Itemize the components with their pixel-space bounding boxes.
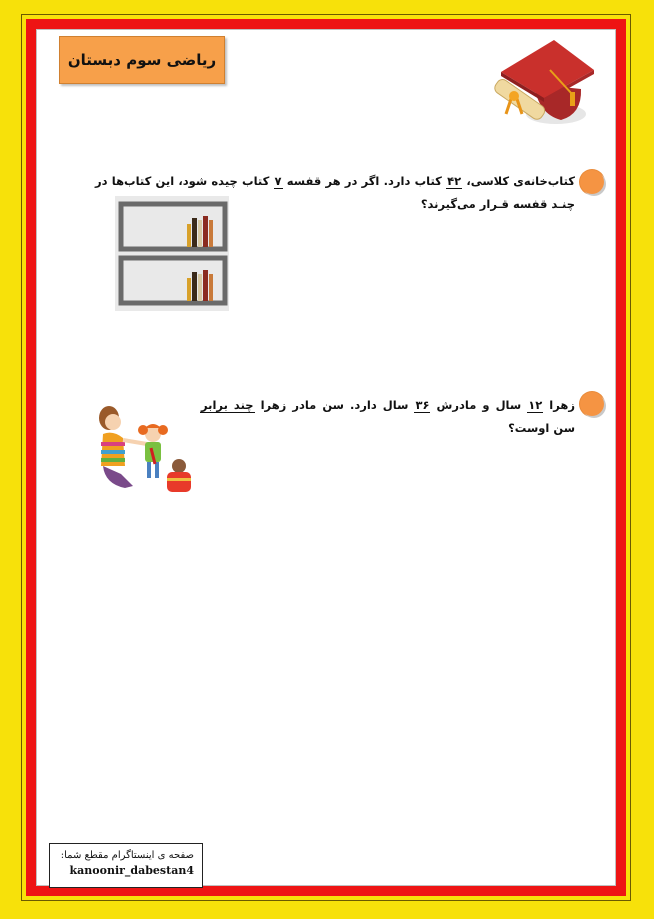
question-1-number-per-shelf: ۷ bbox=[274, 174, 282, 188]
question-2-number-mother-age: ۳۶ bbox=[415, 398, 430, 412]
question-2-part3: سال دارد. سن مادر زهرا bbox=[254, 398, 415, 412]
question-2-text bbox=[200, 394, 575, 440]
instagram-handle-link[interactable]: kanoonir_dabestan4 bbox=[69, 864, 194, 877]
question-2-bullet-icon bbox=[580, 392, 604, 416]
bookshelf-image bbox=[115, 196, 229, 311]
question-2-part2: سال و مادرش bbox=[430, 398, 528, 412]
question-1-part1: کتاب‌خانه‌ی کلاسی، bbox=[462, 174, 575, 188]
page-title: ریاضی سوم دبستان bbox=[59, 36, 225, 84]
instagram-footer bbox=[49, 843, 203, 888]
question-1-number-books: ۴۲ bbox=[447, 174, 462, 188]
question-2-part4: سن اوست؟ bbox=[508, 421, 575, 435]
footer-label: صفحه ی اینستاگرام مقطع شما: bbox=[60, 850, 194, 861]
question-1-part3: کتاب چیده شود، این کتاب‌ها در چنـد قفسه قـرار می‌گیرند؟ bbox=[95, 174, 575, 211]
mother-and-child-image bbox=[95, 404, 195, 496]
question-2-number-age: ۱۲ bbox=[528, 398, 543, 412]
question-1-bullet-icon bbox=[580, 170, 604, 194]
graduation-cap-icon bbox=[486, 34, 596, 134]
question-1-part2: کتاب دارد. اگر در هر قفسه bbox=[282, 174, 447, 188]
question-2-emphasis: چند برابر bbox=[201, 398, 254, 412]
question-2-part1: زهرا bbox=[543, 398, 575, 412]
